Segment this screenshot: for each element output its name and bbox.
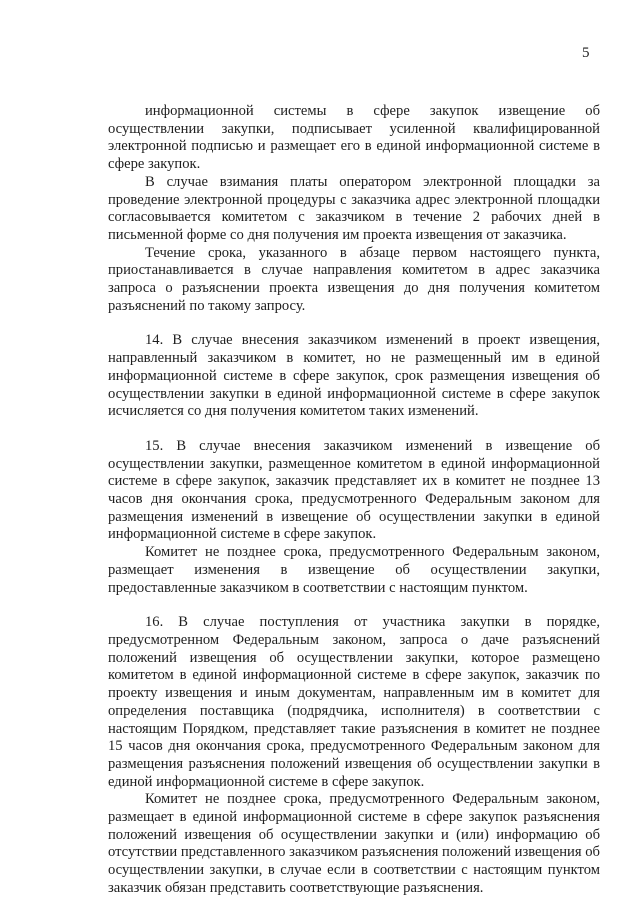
paragraph-clause-14: 14. В случае внесения заказчиком изменений в проект извещения, направленный заказчиком в комитет, но не размещенный им в единой информационной системе в сфере закупок, срок размещения извещения об осуществлении закупки в единой информационной системе в сфере закупок исчисляется со дня получения комитетом таких изменений. — [108, 332, 600, 420]
paragraph-clause-15: 15. В случае внесения заказчиком изменений в извещение об осуществлении закупки, размещенное комитетом в единой информационной системе в сфере закупок, заказчик представляет их в комитет не позднее 13 часов дня окончания срока, предусмотренного Федеральным законом для размещения изменений в извещение об осуществлении закупки в единой информационной системе в сфере закупок. — [108, 437, 600, 543]
paragraph: информационной системы в сфере закупок извещение об осуществлении закупки, подписывает усиленной квалифицированной электронной подписью и размещает его в единой информационной системе в сфере закупок. — [108, 103, 600, 173]
document-body — [108, 103, 600, 898]
page-number: 5 — [582, 45, 590, 61]
paragraph: В случае взимания платы оператором электронной площадки за проведение электронной процедуры с заказчика адрес электронной площадки согласовывается комитетом с заказчиком в течение 2 рабочих дней в письменной форме со дня получения им проекта извещения от заказчика. — [108, 173, 600, 243]
paragraph: Течение срока, указанного в абзаце первом настоящего пункта, приостанавливается в случае направления комитетом в адрес заказчика запроса о разъяснении проекта извещения до дня получения комитетом разъяснений по такому запросу. — [108, 244, 600, 314]
paragraph: Комитет не позднее срока, предусмотренного Федеральным законом, размещает в единой информационной системе в сфере закупок разъяснения положений извещения об осуществлении закупки и (или) информацию об отсутствии представленного заказчиком разъяснения положений извещения об осуществлении закупки, в случае если в соответствии с настоящим пунктом заказчик обязан представить соответствующие разъяснения. — [108, 791, 600, 896]
paragraph-clause-16: 16. В случае поступления от участника закупки в порядке, предусмотренном Федеральным законом, запроса о даче разъяснений положений извещения об осуществлении закупки, которое размещено комитетом в единой информационной системе в сфере закупок, заказчик по проекту извещения и иным документам, направленным им в комитет для определения поставщика (подрядчика, исполнителя) в соответствии с настоящим Порядком, представляет такие разъяснения в комитет не позднее 15 часов дня окончания срока, предусмотренного Федеральным законом для размещения разъяснения положений извещения об осуществлении закупки в единой информационной системе в сфере закупок. — [108, 614, 600, 790]
paragraph: Комитет не позднее срока, предусмотренного Федеральным законом, размещает изменения в извещение об осуществлении закупки, предоставленные заказчиком в соответствии с настоящим пунктом. — [108, 544, 600, 596]
